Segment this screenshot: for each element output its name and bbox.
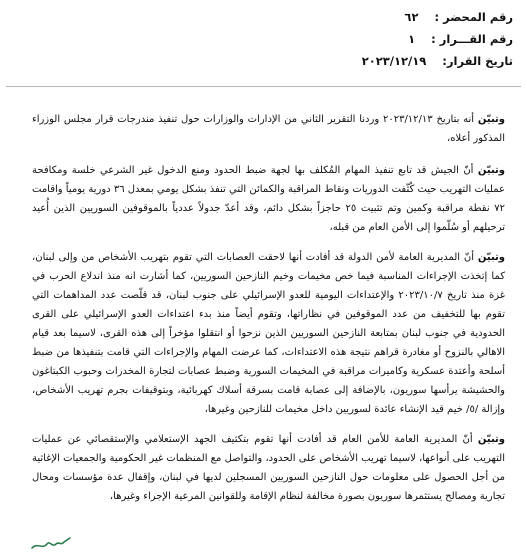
minutes-number-row — [313, 10, 513, 30]
handwritten-initial-stroke — [32, 538, 70, 548]
paragraph-text: أنّ الجيش قد تابع تنفيذ المهام المُكلف بها لجهة ضبط الحدود ومنع الدخول غير الشرعي خلسة ومكافحة عمليات التهريب حيث كُثّفت الدوريات ونقاط المراقبة والكمائن التي تنفذ بشكل يومي بمعدل ٣٦ دورية يومياً واقامت ٧٢ نقطة مراقبة وكمين وتم تثبيت ٢٥ حاجزاً بشكل دائم، وقد أعدّ جدولاً عددياً بالموقوفين السوريين الذين أُعيد ترحيلهم أو سُلّموا إلى الأمن العام من قبله، — [32, 165, 506, 233]
paragraph-lead-word: وتبيّن — [477, 434, 505, 445]
decision-date-value: ٢٠٢٣/١٢/١٩ — [361, 54, 427, 68]
paragraph-lead-word: وتبيّن — [477, 165, 505, 176]
document-body — [32, 110, 505, 517]
paragraph-text: أنّ المديرية العامة للأمن العام قد أفادت أنها تقوم بتكثيف الجهد الإستعلامي والإستقصائي عن عمليات التهريب على أنواعها، لاسيما تهريب الأشخاص على الحدود، والتواصل مع المنظمات غير الحكومية والجمعيات الإغاثية من أجل الحصول على معلومات حول النازحين السوريين المسجلين لديها في لبنان، وإقفال عدة مؤسسات ومحال تجارية ومصالح يستثمرها سوريون بصورة مخالفة لنظام الإقامة وللقوانين المرعية الإجراء وغيرها، — [32, 434, 505, 502]
handwritten-initial — [30, 532, 74, 554]
header-divider — [6, 86, 521, 87]
decision-number-label: رقم القـــرار : — [431, 32, 513, 46]
paragraph-text: أنه بتاريخ ٢٠٢٣/١٢/١٣ وردنا التقرير الثاني من الإدارات والوزارات حول تنفيذ مندرجات قرار مجلس الوزراء المذكور أعلاه، — [32, 114, 505, 144]
decision-number-row — [313, 32, 513, 52]
paragraph-text: أنّ المديرية العامة لأمن الدولة قد أفادت أنها لاحقت العصابات التي تقوم بتهريب الأشخاص من وإلى لبنان، كما إتخذت الإجراءات المناسبة فيما خص مخيمات وخيم النازحين السوريين، كما أشارت انه منذ اندلاع الحرب في غزة منذ تاريخ ٢٠٢٣/١٠/٧ والإعتداءات اليومية للعدو الإسرائيلي على جنوب لبنان، قد قلّصت عدد المداهمات التي تقوم بها للتخفيف من عدد الموقوفين في نظاراتها، وتقوم أيضاً منذ بدء اعتداءات العدو الإسرائيلي على القرى الحدودية في جنوب لبنان بمتابعة النازحين السوريين الذين نزحوا أو انتقلوا مؤخراً إلى هذه القرى، لاسيما بعد قيام الاهالي بالنزوح أو مغادرة قراهم نتيجة هذه الاعتداءات، كما عرضت المهام والإجراءات التي قامت بتنفيذها من ضبط أسلحة وأعتدة عسكرية وكاميرات مراقبة في المخيمات السورية وضبط عصابات لتجارة المخدرات وحبوب الكبتاغون والحشيشة يرأسها سوريون، بالإضافة إلى عصابة قامت بسرقة أسلاك كهربائية، وبتوقيفات بجرم تهريب الأشخاص، وإزالة /٥/ خيم قيد الإنشاء عائدة لسوريين داخل مخيمات للنازحين وغيرها، — [32, 252, 505, 415]
paragraph — [32, 110, 505, 148]
minutes-number-value: ٦٢ — [404, 10, 419, 24]
document-header — [313, 10, 513, 76]
decision-number-value: ١ — [408, 32, 416, 46]
paragraph — [32, 248, 505, 419]
paragraph-lead-word: وتبيّن — [477, 114, 505, 125]
minutes-number-label: رقم المحضر : — [434, 10, 513, 24]
decision-date-label: تاريخ القرار: — [442, 54, 513, 68]
decision-date-row — [313, 54, 513, 74]
paragraph — [32, 430, 505, 506]
paragraph — [32, 161, 505, 237]
paragraph-lead-word: وتبيّن — [477, 252, 505, 263]
